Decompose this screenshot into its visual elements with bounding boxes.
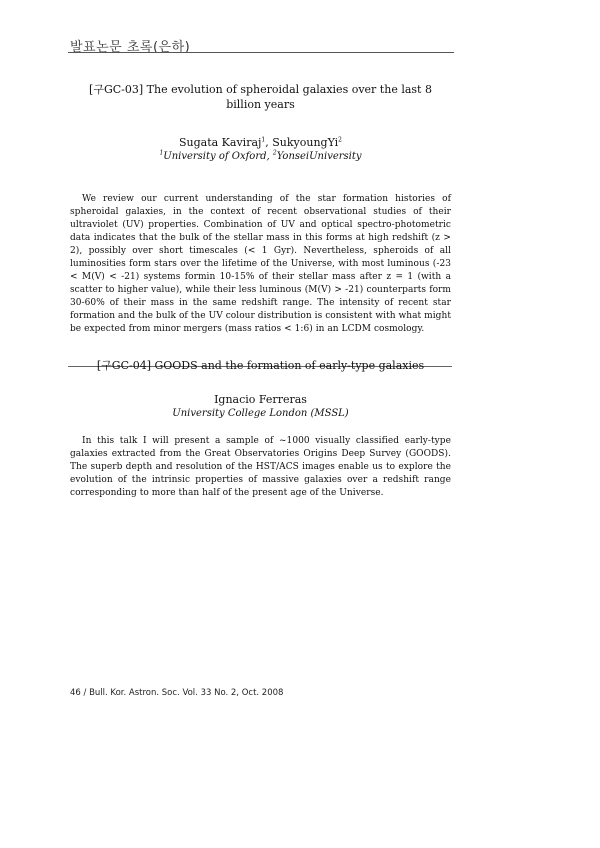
author-separator: , [265, 136, 273, 149]
affiliation-list [70, 150, 451, 163]
author-name: Sugata Kaviraj [178, 136, 262, 149]
affiliation-name: University of Oxford [163, 151, 267, 162]
author-block [70, 393, 451, 420]
abstract-gc-04 [70, 358, 451, 500]
affiliation-mark: 2 [272, 149, 277, 157]
abstract-body: In this talk I will present a sample of ~1000 visually classified early-type galaxies extracted from the Great Observatories Origins Deep Survey (GOODS). The superb depth and resolution of the HST/ACS images enable us to explore the evolution of the intrinsic properties of massive galaxies over a redshift range corresponding to more than half of the present age of the Universe. [70, 436, 451, 498]
abstract-title: [구GC-03] The evolution of spheroidal galaxies over the last 8 billion years [89, 83, 432, 111]
running-header: 발표논문 초록(은하) [70, 40, 191, 55]
affiliation-mark: 2 [338, 136, 342, 144]
affiliation-mark: 1 [159, 149, 164, 157]
page-footer-citation: 46 / Bull. Kor. Astron. Soc. Vol. 33 No. 2, Oct. 2008 [70, 688, 284, 698]
author-block [70, 136, 451, 163]
abstract-gc-03 [70, 82, 451, 336]
author-name: Ignacio Ferreras [214, 393, 307, 406]
author-list [70, 393, 451, 407]
affiliation-separator: , [266, 151, 273, 162]
affiliation-name: YonseiUniversity [276, 151, 362, 162]
author-list [70, 136, 451, 150]
affiliation-list [70, 407, 451, 420]
abstract-body: We review our current understanding of the star formation histories of spheroidal galaxies, in the context of recent observational studies of their ultraviolet (UV) properties. Combination of UV and optical spectro-photometric data indicates that the bulk of the stellar mass in this forms at high redshift (z > 2), possibly over short timescales (< 1 Gyr). Nevertheless, spheroids of all luminosities form stars over the lifetime of the Universe, with most luminous (-23 < M(V) < -21) systems formin 10-15% of their stellar mass after z = 1 (with a scatter to higher value), while their less luminous (M(V) > -21) counterparts form 30-60% of their mass in the same redshift range. The intensity of recent star formation and the bulk of the UV colour distribution is consistent with what might be expected from minor mergers (mass ratios < 1:6) in an LCDM cosmology. [70, 194, 451, 334]
affiliation-mark: 1 [261, 136, 266, 144]
affiliation-name: University College London (MSSL) [172, 408, 349, 419]
abstract-title: [구GC-04] GOODS and the formation of early-type galaxies [96, 359, 425, 372]
author-name: SukyoungYi [272, 136, 339, 149]
header-rule [68, 52, 454, 53]
